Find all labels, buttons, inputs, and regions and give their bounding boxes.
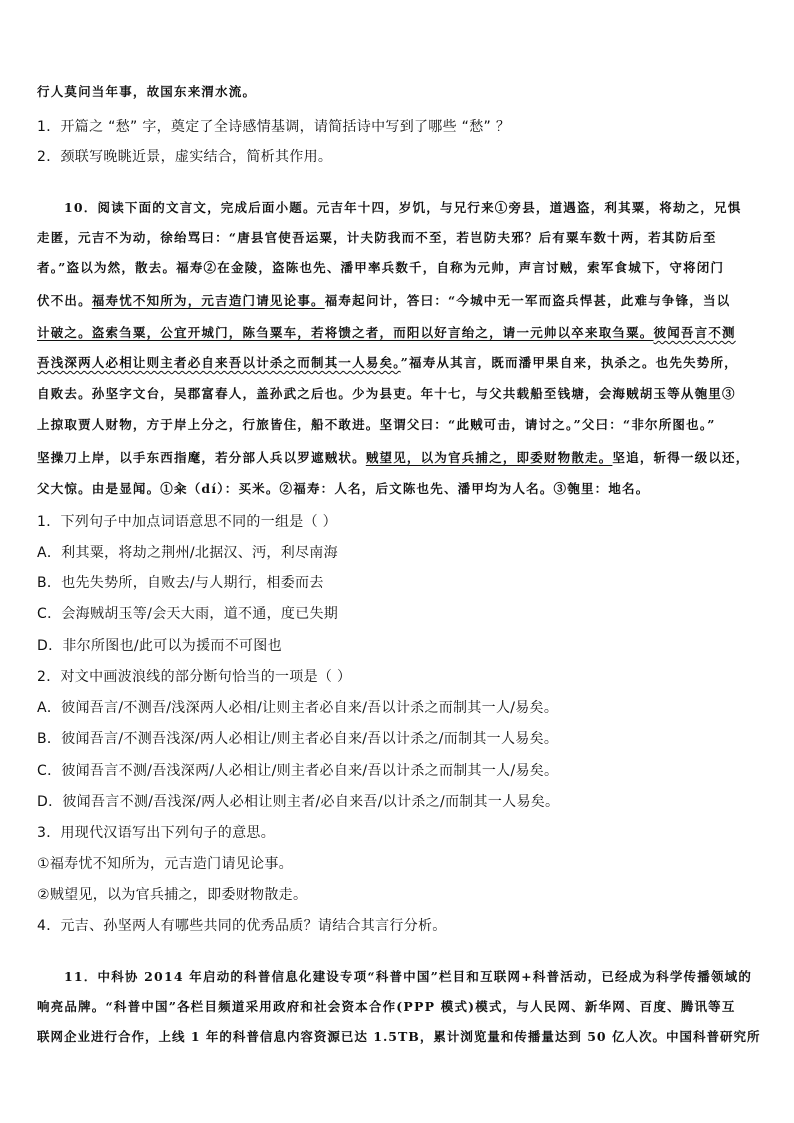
q10-passage-line xyxy=(37,323,736,341)
q10-translation-item: ②贼望见，以为官兵捕之，即委财物散走。 xyxy=(37,887,308,903)
q10-passage-line: 自败去。孙坚字文台，吴郡富春人，盖孙武之后也。少为县吏。年十七，与父共载船至钱塘，会海贼胡玉等从匏里③ xyxy=(37,386,736,401)
q10-option: D．非尔所图也/此可以为援而不可图也 xyxy=(37,638,282,654)
q10-passage-line: 10．阅读下面的文言文，完成后面小题。元吉年十四，岁饥，与兄行来①旁县，道遇盗，利其粟，将劫之，兄惧 xyxy=(64,200,742,215)
q10-option: C．会海贼胡玉等/会天大雨，道不通，度已失期 xyxy=(37,606,339,622)
q10-subquestion: 2．对文中画波浪线的部分断句恰当的一项是（ ） xyxy=(37,669,352,685)
q10-footnotes: 父大惊。由是显闻。①籴（dí）：买米。②福寿：人名，后文陈也先、潘甲均为人名。③匏里：地名。 xyxy=(37,481,650,496)
q10-subquestion: 1．下列句子中加点词语意思不同的一组是（ ） xyxy=(37,514,337,530)
q10-subquestion: 4．元吉、孙坚两人有哪些共同的优秀品质？请结合其言行分析。 xyxy=(37,918,447,934)
q10-passage-line: 上掠取贾人财物，方于岸上分之，行旅皆住，船不敢进。坚谓父曰：“此贼可击，请讨之。”父曰：“非尔所图也。” xyxy=(37,417,716,432)
q10-option: B．彼闻吾言/不测吾浅深/两人必相让/则主者必自来/吾以计杀之/而制其一人易矣。 xyxy=(37,731,559,747)
q10-translation-item: ①福寿忧不知所为，元吉造门请见论事。 xyxy=(37,856,293,872)
q10-option: A．利其粟，将劫之荆州/北据汉、沔，利尽南海 xyxy=(37,545,338,561)
q10-option: D．彼闻吾言不测/吾浅深/两人必相让则主者/必自来吾/以计杀之/而制其一人易矣。 xyxy=(37,794,560,810)
underlined-sentence-2: 计破之。盗索刍粟，公宜开城门，陈刍粟车，若将馈之者，而阳以好言绐之，请一元帅以卒来取刍粟。 xyxy=(37,325,654,340)
poem-question-1: 1．开篇之 “愁” 字，奠定了全诗感情基调，请简括诗中写到了哪些 “愁” ？ xyxy=(37,119,511,135)
q10-passage-line: 走匿，元吉不为动，徐绐骂曰：“唐县官使吾运粟，计夫防我而不至，若岂防夫邪？后有粟车数十两，若其防后至 xyxy=(37,230,717,245)
q10-option: C．彼闻吾言不测/吾浅深两/人必相让/则主者必自来/吾以计杀之而制其一人/易矣。 xyxy=(37,763,559,779)
q10-subquestion: 3．用现代汉语写出下列句子的意思。 xyxy=(37,825,276,841)
q10-option: A．彼闻吾言/不测吾/浅深两人必相/让则主者必自来/吾以计杀之而制其一人/易矣。 xyxy=(37,700,559,716)
underlined-sentence-3: 贼望见，以为官兵捕之，即委财物散走。 xyxy=(365,450,613,465)
q11-passage-line: 响亮品牌。“科普中国”各栏目频道采用政府和社会资本合作(PPP 模式)模式，与人民网、新华网、百度、腾讯等互 xyxy=(37,999,736,1014)
q10-passage-line: 吾浅深两人必相让则主者必自来吾以计杀之而制其一人易矣。”福寿从其言，既而潘甲果自来，执杀之。也先失势所， xyxy=(37,355,738,370)
poem-tail: 行人莫问当年事，故国东来渭水流。 xyxy=(37,84,257,99)
poem-question-2: 2．颈联写晚眺近景，虚实结合，简析其作用。 xyxy=(37,149,333,165)
q11-passage-line: 11．中科协 2014 年启动的科普信息化建设专项“科普中国”栏目和互联网+科普活动，已经成为科学传播领域的 xyxy=(64,969,753,984)
q10-passage-line: 者。”盗以为然，散去。福寿②在金陵，盗陈也先、潘甲率兵数千，自称为元帅，声言讨贼，索军食城下，守将闭门 xyxy=(37,260,725,275)
wavy-underlined-segment: 彼闻吾言不测 xyxy=(653,325,736,340)
q10-option: B．也先失势所，自败去/与人期行，相委而去 xyxy=(37,575,324,591)
q11-passage-line: 联网企业进行合作，上线 1 年的科普信息内容资源已达 1.5TB，累计浏览量和传播量达到 50 亿人次。中国科普研究所 xyxy=(37,1029,761,1044)
wavy-underlined-segment: 吾浅深两人必相让则主者必自来吾以计杀之而制其一人易矣。 xyxy=(37,355,401,370)
underlined-sentence-1: 福寿忧不知所为，元吉造门请见论事。 xyxy=(91,293,325,308)
q10-passage-line: 伏不出。福寿忧不知所为，元吉造门请见论事。福寿起问计，答曰：“今城中无一军而盗兵悍甚，此难与争锋，当以 xyxy=(37,293,731,308)
q10-passage-line: 坚操刀上岸，以手东西指麾，若分部人兵以罗遮贼状。贼望见，以为官兵捕之，即委财物散走。坚追，斩得一级以还， xyxy=(37,450,750,465)
